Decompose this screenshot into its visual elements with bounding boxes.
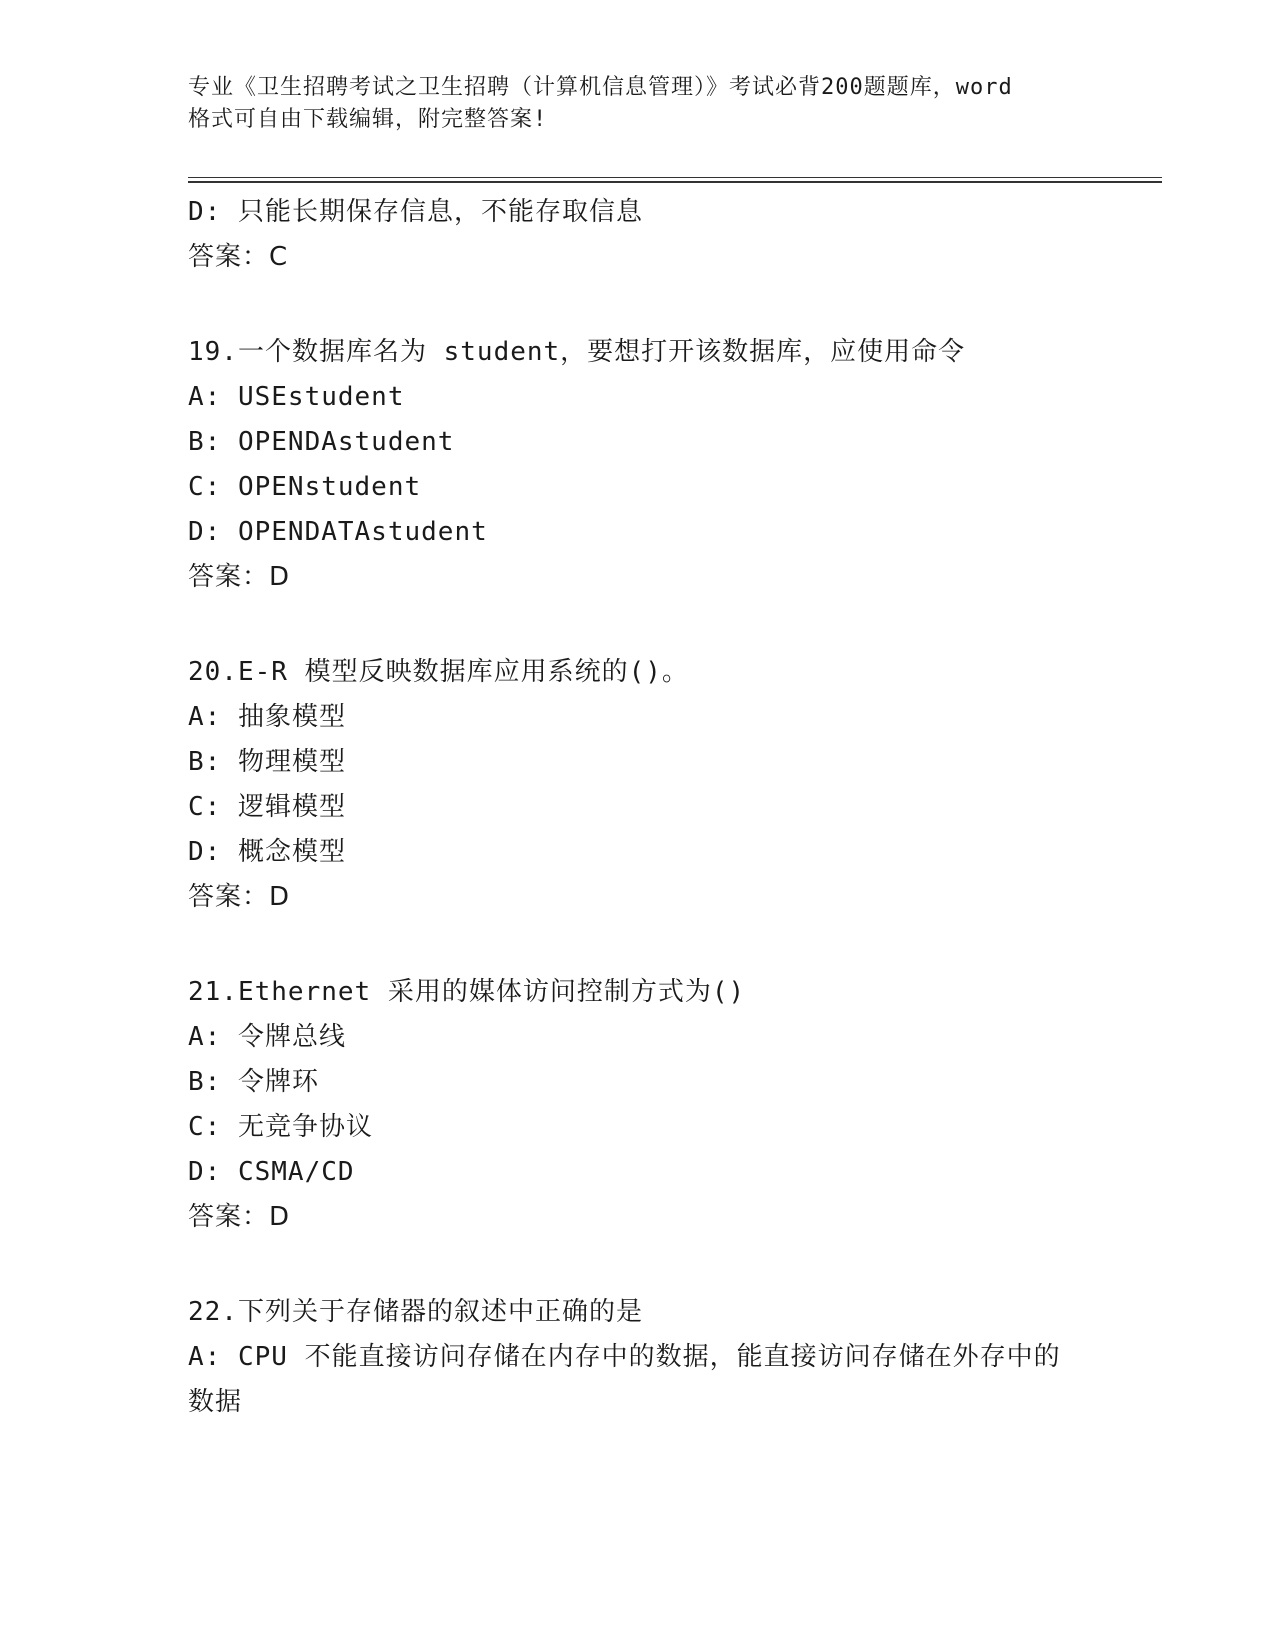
question-text: 21.Ethernet 采用的媒体访问控制方式为() [188, 977, 746, 1007]
prev-option-d: D: 只能长期保存信息，不能存取信息 [188, 197, 643, 227]
document-header [188, 72, 1088, 136]
question-list [188, 190, 1088, 1425]
question-text: 22.下列关于存储器的叙述中正确的是 [188, 1297, 643, 1327]
header-line-2: 格式可自由下载编辑，附完整答案! [188, 107, 548, 132]
option-a: A: 令牌总线 [188, 1022, 346, 1052]
option-b: B: 物理模型 [188, 747, 346, 777]
answer: 答案：D [188, 562, 291, 592]
header-divider-bottom [188, 181, 1162, 183]
option-a: A: 抽象模型 [188, 702, 346, 732]
answer: 答案：D [188, 882, 291, 912]
option-d: D: CSMA/CD [188, 1157, 355, 1187]
question-21 [188, 970, 1088, 1240]
option-b: B: 令牌环 [188, 1067, 319, 1097]
option-c: C: 无竞争协议 [188, 1112, 373, 1142]
option-a: A: CPU 不能直接访问存储在内存中的数据，能直接访问存储在外存中的数据 [188, 1342, 1061, 1417]
question-19 [188, 330, 1088, 600]
header-divider-top [188, 177, 1162, 178]
option-c: C: OPENstudent [188, 472, 422, 502]
header-line-1: 专业《卫生招聘考试之卫生招聘（计算机信息管理）》考试必背200题题库，word [188, 75, 1013, 100]
option-b: B: OPENDAstudent [188, 427, 455, 457]
option-a: A: USEstudent [188, 382, 405, 412]
question-text: 20.E-R 模型反映数据库应用系统的()。 [188, 657, 689, 687]
question-22 [188, 1290, 1088, 1425]
option-d: D: 概念模型 [188, 837, 346, 867]
question-20 [188, 650, 1088, 920]
option-d: D: OPENDATAstudent [188, 517, 488, 547]
prev-answer: 答案：C [188, 242, 289, 272]
question-text: 19.一个数据库名为 student，要想打开该数据库，应使用命令 [188, 337, 966, 367]
answer: 答案：D [188, 1202, 291, 1232]
option-c: C: 逻辑模型 [188, 792, 346, 822]
